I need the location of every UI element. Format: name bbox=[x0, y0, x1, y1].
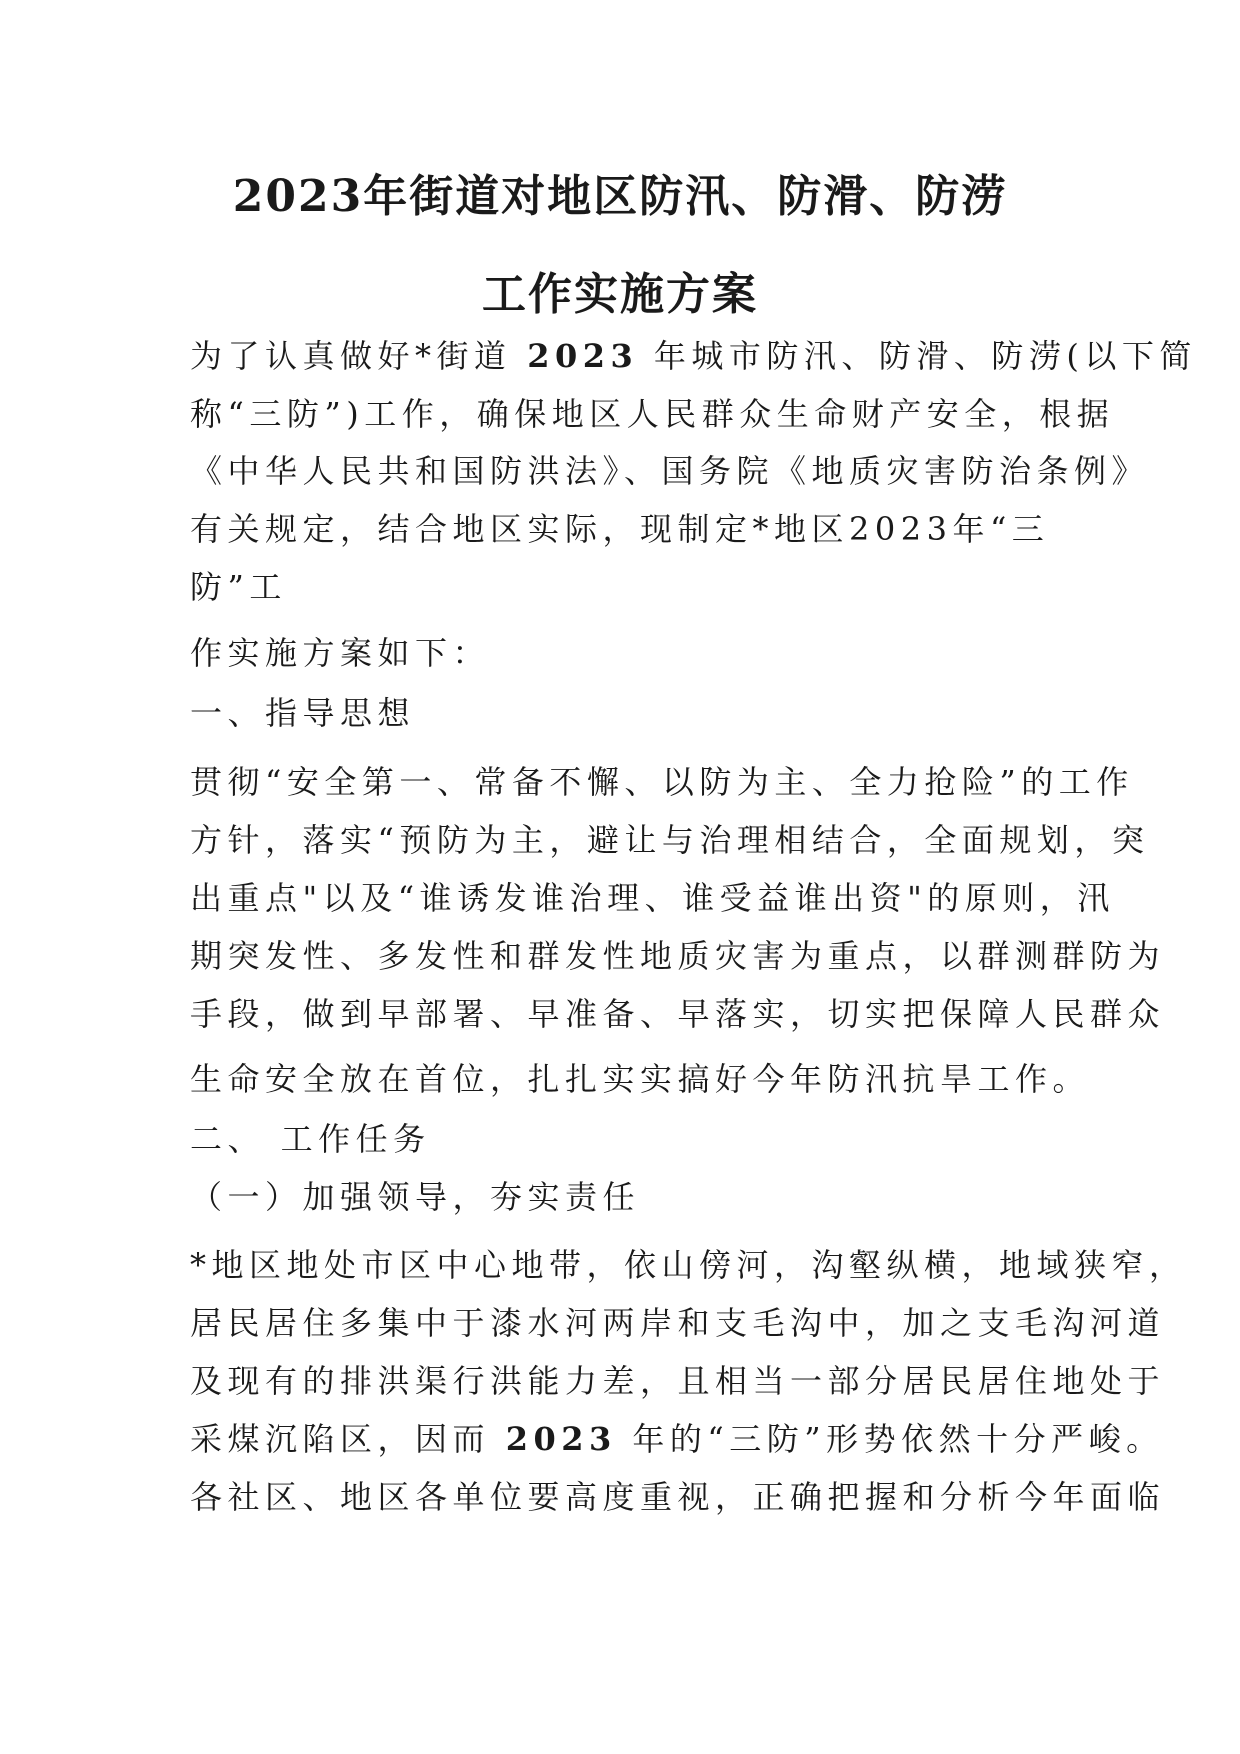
section-1-line-5: 手段，做到早部署、早准备、早落实，切实把保障人民群众 bbox=[190, 995, 1166, 1033]
section-1-line-2: 方针，落实“预防为主，避让与治理相结合，全面规划，突 bbox=[190, 821, 1150, 859]
document-title-line-1: 2023年街道对地区防汛、防滑、防涝 bbox=[232, 171, 1008, 222]
intro-line-2: 称“三防”)工作，确保地区人民群众生命财产安全，根据 bbox=[190, 395, 1115, 433]
section-1-line-6: 生命安全放在首位，扎扎实实搞好今年防汛抗旱工作。 bbox=[190, 1060, 1091, 1098]
subsection-1-line-4 bbox=[190, 1420, 1164, 1458]
intro-line-5: 防”工 bbox=[190, 568, 287, 606]
intro-line-6: 作实施方案如下： bbox=[190, 634, 491, 672]
subsection-1-line-4-text-b: 年的“三防”形势依然十分严峻。 bbox=[616, 1420, 1164, 1458]
subsection-1-line-4-year: 2023 bbox=[505, 1420, 617, 1458]
intro-line-1 bbox=[190, 337, 1197, 375]
section-1-line-1: 贯彻“安全第一、常备不懈、以防为主、全力抢险”的工作 bbox=[190, 763, 1134, 801]
subsection-1-line-4-text-a: 采煤沉陷区，因而 bbox=[190, 1420, 506, 1458]
section-2-heading: 二、 工作任务 bbox=[190, 1120, 431, 1158]
subsection-1-heading: （一）加强领导，夯实责任 bbox=[190, 1178, 641, 1216]
intro-line-1-text-b: 年城市防汛、防滑、防涝(以下简 bbox=[638, 337, 1197, 375]
subsection-1-line-2: 居民居住多集中于漆水河两岸和支毛沟中，加之支毛沟河道 bbox=[190, 1304, 1166, 1342]
intro-line-3: 《中华人民共和国防洪法》、国务院《地质灾害防治条例》 bbox=[190, 452, 1150, 490]
subsection-1-line-5: 各社区、地区各单位要高度重视，正确把握和分析今年面临 bbox=[190, 1478, 1166, 1516]
subsection-1-line-1: *地区地处市区中心地带，依山傍河，沟壑纵横，地域狭窄， bbox=[190, 1246, 1187, 1284]
section-1-heading: 一、指导思想 bbox=[190, 694, 416, 732]
intro-line-1-text-a: 为了认真做好*街道 bbox=[190, 337, 528, 375]
document-title-line-2: 工作实施方案 bbox=[482, 269, 758, 320]
intro-line-4: 有关规定，结合地区实际，现制定*地区2023年“三 bbox=[190, 510, 1050, 548]
section-1-line-4: 期突发性、多发性和群发性地质灾害为重点，以群测群防为 bbox=[190, 937, 1166, 975]
subsection-1-line-3: 及现有的排洪渠行洪能力差，且相当一部分居民居住地处于 bbox=[190, 1362, 1166, 1400]
intro-line-1-year: 2023 bbox=[527, 337, 639, 375]
section-1-line-3: 出重点"以及“谁诱发谁治理、谁受益谁出资"的原则，汛 bbox=[190, 879, 1115, 917]
